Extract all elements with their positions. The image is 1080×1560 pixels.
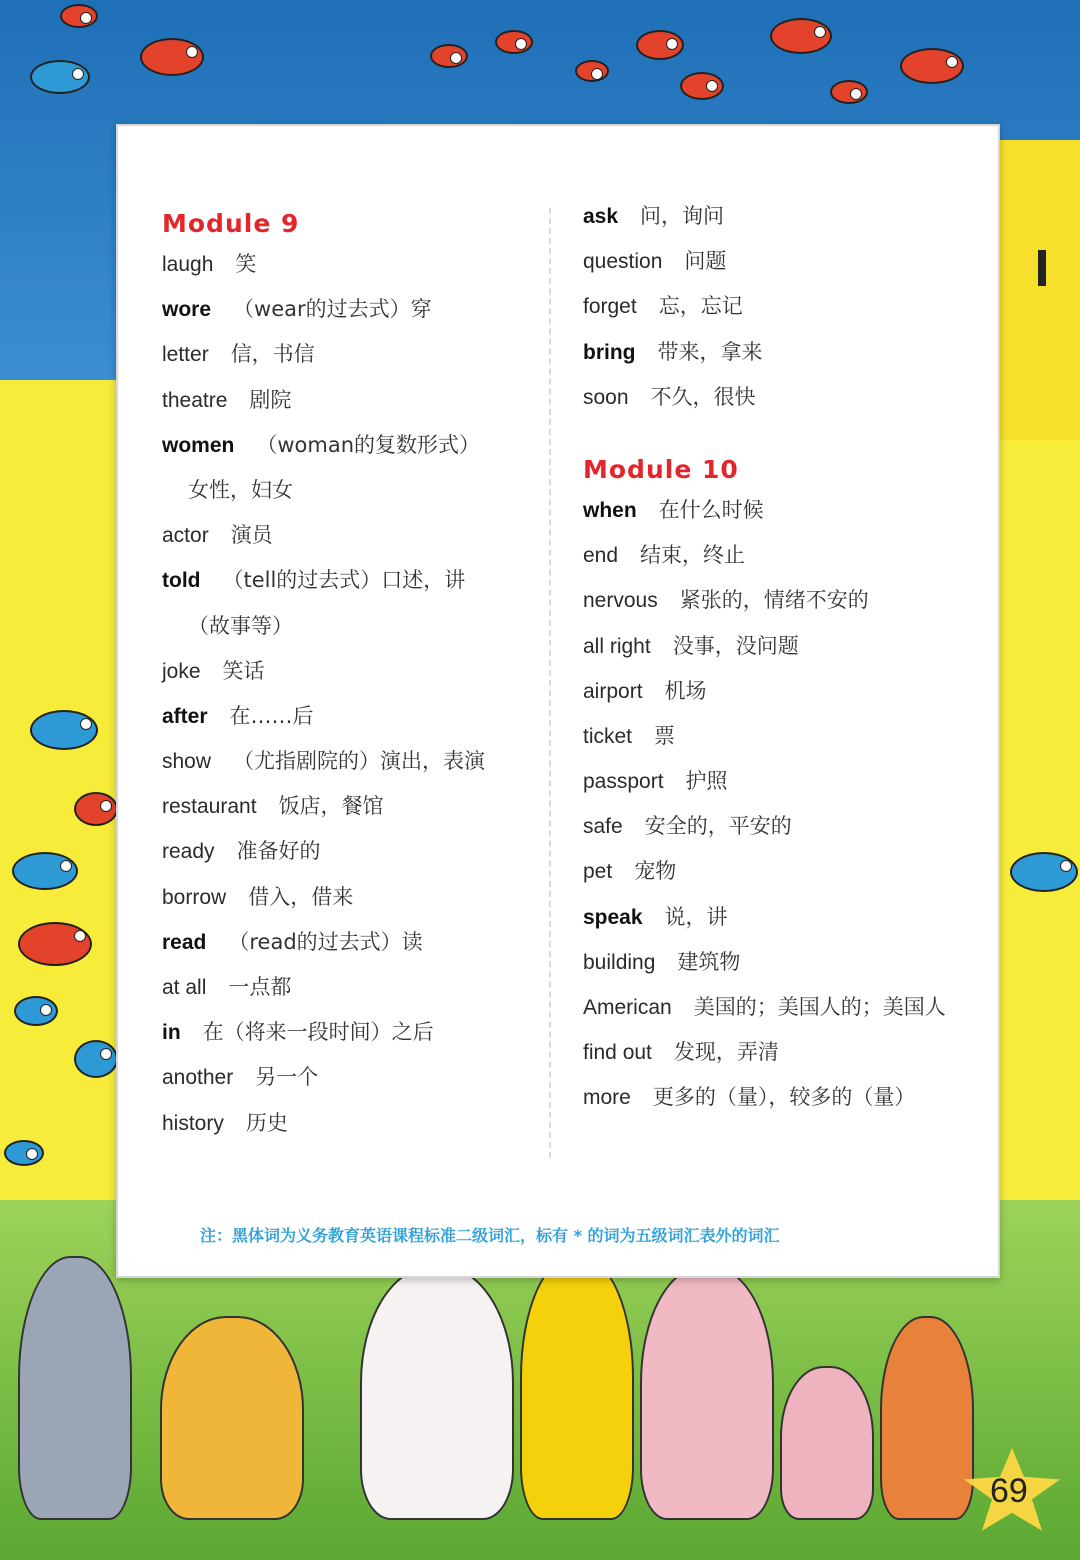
vocab-word: question <box>583 250 663 274</box>
vocab-word: building <box>583 950 656 974</box>
vocab-entry <box>162 1010 542 1055</box>
vocab-entry <box>583 669 993 714</box>
vocab-meaning: 安全的，平安的 <box>644 814 792 839</box>
vocab-meaning: 一点都 <box>228 975 292 999</box>
vocab-entry <box>583 804 993 849</box>
vocab-word: laugh <box>162 253 214 276</box>
vocab-entry <box>583 375 993 420</box>
vocab-meaning: 护照 <box>685 769 728 794</box>
vocab-entry <box>162 604 542 649</box>
vocab-entry <box>162 875 542 920</box>
right-column <box>583 194 993 1121</box>
vocab-entry <box>162 332 542 377</box>
vocab-word: forget <box>583 295 637 319</box>
vocab-entry <box>162 423 542 468</box>
left-column <box>162 196 542 1146</box>
fish-illustration <box>18 922 92 966</box>
vocab-entry <box>583 330 993 375</box>
puppy-character <box>780 1366 874 1520</box>
vocab-entry <box>583 849 993 894</box>
vocab-word: more <box>583 1086 631 1110</box>
vocab-entry <box>583 1030 993 1075</box>
fish-illustration <box>140 38 204 76</box>
vocab-word: end <box>583 544 619 568</box>
vocab-word: borrow <box>162 885 227 909</box>
vocab-meaning: 没事，没问题 <box>672 633 799 658</box>
duck-character <box>520 1256 634 1520</box>
vocab-entry <box>583 488 993 533</box>
vocab-word: read <box>162 930 207 954</box>
vocab-meaning: 紧张的，情绪不安的 <box>679 588 869 613</box>
vocab-meaning: （tell的过去式）口述，讲 <box>222 568 466 593</box>
vocab-entry <box>583 714 993 759</box>
vocab-entry <box>583 194 993 239</box>
fish-illustration <box>30 710 98 750</box>
vocab-entry <box>162 829 542 874</box>
vocab-entry <box>162 558 542 603</box>
building-window <box>1038 250 1046 286</box>
vocab-word: joke <box>162 659 201 683</box>
vocab-meaning: 准备好的 <box>236 839 321 864</box>
vocab-word: history <box>162 1111 224 1135</box>
page-number: 69 <box>990 1472 1028 1510</box>
fish-illustration <box>575 60 609 82</box>
vocab-entry <box>583 578 993 623</box>
vocab-meaning: 建筑物 <box>677 949 741 974</box>
vocab-word: speak <box>583 905 643 929</box>
vocab-meaning: 宠物 <box>634 859 677 884</box>
vocab-meaning: （故事等） <box>188 613 293 638</box>
vocab-word: airport <box>583 679 643 703</box>
vocab-word: ticket <box>583 724 633 748</box>
vocab-meaning: 结束，终止 <box>640 543 746 568</box>
vocab-word: at all <box>162 976 207 999</box>
vocab-meaning: 票 <box>654 723 676 748</box>
building-illustration <box>998 140 1080 440</box>
vocab-entry <box>583 895 993 940</box>
vocab-entry <box>162 513 542 558</box>
vocab-word: safe <box>583 815 623 839</box>
fish-illustration <box>60 4 98 28</box>
fish-illustration <box>30 60 90 94</box>
vocab-word: nervous <box>583 589 658 613</box>
vocab-entry <box>162 739 542 784</box>
vocab-meaning: 饭店，餐馆 <box>278 794 384 819</box>
vocab-word: soon <box>583 385 629 409</box>
vocab-meaning: 女性，妇女 <box>188 477 293 502</box>
vocab-word: letter <box>162 343 209 367</box>
vocab-word: another <box>162 1066 234 1090</box>
section-gap <box>583 420 993 442</box>
fish-illustration <box>770 18 832 54</box>
fish-illustration <box>495 30 533 54</box>
vocab-meaning: 带来，拿来 <box>657 339 763 364</box>
right-top-word-list <box>583 194 993 420</box>
rabbit-character <box>360 1266 514 1520</box>
vocab-word: passport <box>583 770 664 794</box>
fish-illustration <box>430 44 468 68</box>
vocab-word: in <box>162 1021 181 1045</box>
vocab-meaning: 忘，忘记 <box>658 294 743 319</box>
vocab-entry <box>162 920 542 965</box>
vocab-meaning: 更多的（量），较多的（量） <box>652 1085 916 1110</box>
footnote: 注：黑体词为义务教育英语课程标准二级词汇，标有 * 的词为五级词汇表外的词汇 <box>200 1226 780 1245</box>
column-divider <box>549 208 551 1158</box>
vocab-word: when <box>583 498 637 522</box>
vocab-entry <box>583 985 993 1030</box>
vocab-entry <box>162 1055 542 1100</box>
fish-illustration <box>636 30 684 60</box>
dog-character <box>640 1266 774 1520</box>
vocab-meaning: （尤指剧院的）演出，表演 <box>233 749 486 774</box>
vocab-entry <box>162 694 542 739</box>
left-word-list <box>162 242 542 1146</box>
vocab-word: American <box>583 996 672 1019</box>
fish-illustration <box>4 1140 44 1166</box>
vocab-word: after <box>162 704 208 728</box>
vocab-entry <box>583 759 993 804</box>
vocab-meaning: （wear的过去式）穿 <box>233 297 432 322</box>
vocab-word: wore <box>162 298 212 322</box>
cat-character <box>880 1316 974 1520</box>
vocab-meaning: 信，书信 <box>230 342 315 367</box>
vocab-word: theatre <box>162 388 228 412</box>
vocab-entry <box>583 284 993 329</box>
vocab-meaning: 笑 <box>235 252 257 276</box>
vocab-entry <box>162 1101 542 1146</box>
vocab-meaning: 不久，很快 <box>650 384 756 409</box>
fish-illustration <box>12 852 78 890</box>
vocab-meaning: 剧院 <box>249 387 292 412</box>
vocab-word: bring <box>583 340 636 364</box>
hippo-character <box>18 1256 132 1520</box>
right-word-list <box>583 488 993 1121</box>
vocab-word: ask <box>583 205 619 228</box>
vocab-meaning: 借入，借来 <box>248 884 354 909</box>
vocab-meaning: 问题 <box>684 249 727 274</box>
vocab-word: all right <box>583 634 651 658</box>
fish-illustration <box>14 996 58 1026</box>
vocab-meaning: 在……后 <box>229 703 314 728</box>
vocab-word: told <box>162 569 201 593</box>
fish-illustration <box>74 792 118 826</box>
vocab-entry <box>583 533 993 578</box>
vocab-meaning: 发现，弄清 <box>673 1040 779 1065</box>
vocab-meaning: 演员 <box>230 523 273 548</box>
vocab-word: show <box>162 750 212 774</box>
vocab-meaning: （woman的复数形式） <box>256 432 481 457</box>
vocab-meaning: 笑话 <box>222 658 265 683</box>
vocab-meaning: 在（将来一段时间）之后 <box>202 1020 434 1045</box>
vocab-entry <box>583 624 993 669</box>
vocab-entry <box>583 239 993 284</box>
vocab-entry <box>162 242 542 287</box>
vocab-entry <box>162 649 542 694</box>
fish-illustration <box>74 1040 118 1078</box>
vocab-meaning: 另一个 <box>255 1065 319 1090</box>
vocab-word: ready <box>162 840 215 864</box>
vocab-meaning: 机场 <box>664 678 707 703</box>
vocab-meaning: 历史 <box>245 1110 288 1135</box>
vocab-entry <box>162 468 542 513</box>
fish-illustration <box>680 72 724 100</box>
module-10-heading: Module 10 <box>583 454 739 484</box>
vocab-word: restaurant <box>162 795 257 819</box>
fish-illustration <box>1010 852 1078 892</box>
vocab-entry <box>583 940 993 985</box>
vocab-meaning: 美国的；美国人的；美国人 <box>693 995 946 1019</box>
vocab-word: pet <box>583 860 613 884</box>
vocab-word: find out <box>583 1041 652 1065</box>
vocab-meaning: （read的过去式）读 <box>228 929 423 954</box>
koala-character <box>160 1316 304 1520</box>
vocab-meaning: 问，询问 <box>640 204 725 228</box>
module-9-heading: Module 9 <box>162 209 300 238</box>
vocab-entry <box>583 1075 993 1120</box>
vocab-entry <box>162 784 542 829</box>
vocab-entry <box>162 378 542 423</box>
vocab-entry <box>162 287 542 332</box>
vocab-entry <box>162 965 542 1010</box>
vocab-word: women <box>162 433 235 457</box>
vocab-meaning: 在什么时候 <box>658 497 764 522</box>
vocab-meaning: 说，讲 <box>664 904 728 929</box>
fish-illustration <box>830 80 868 104</box>
vocab-word: actor <box>162 524 209 548</box>
fish-illustration <box>900 48 964 84</box>
